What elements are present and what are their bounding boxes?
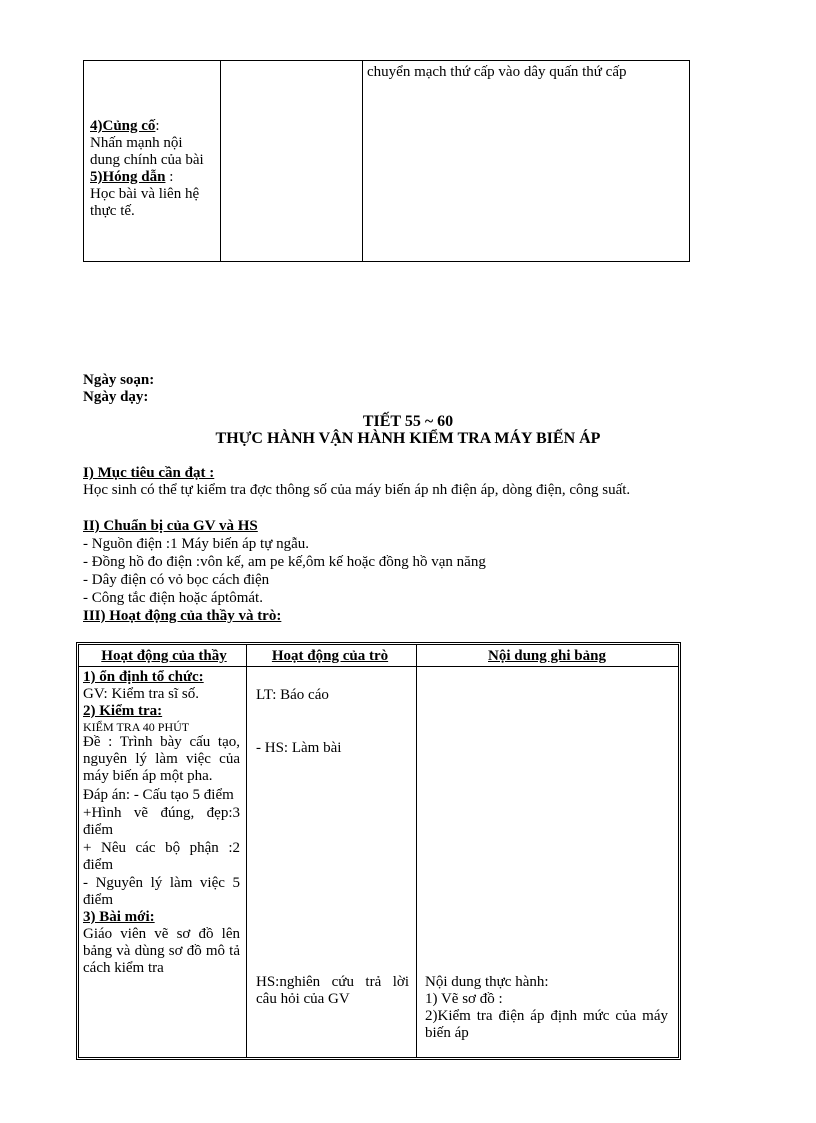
teacher-t1: GV: Kiểm tra sĩ số. [83, 686, 199, 702]
cungco-colon: : [155, 118, 160, 134]
student-s2: - HS: Làm bài [256, 740, 342, 756]
teacher-h1: 1) ổn định tổ chức: [83, 669, 204, 685]
header-teacher: Hoạt động của thầy [101, 648, 227, 664]
teacher-question: Đề : Trình bày cấu tạo, nguyên lý làm việc của máy biến áp một pha. [83, 734, 240, 784]
section1-heading: I) Mục tiêu cần đạt : [83, 465, 215, 481]
section2-item: - Công tắc điện hoặc áptômát. [83, 590, 263, 606]
column-divider [220, 61, 221, 261]
section2-item: - Đồng hồ đo điện :vôn kế, am pe kế,ôm kế hoặc đồng hồ vạn năng [83, 554, 486, 570]
column-divider [416, 645, 417, 1057]
student-s3: HS:nghiên cứu trả lời câu hỏi của GV [256, 974, 409, 1007]
teacher-answer-3: + Nêu các bộ phận :2 điểm [83, 840, 240, 873]
teacher-h3: 3) Bài mới: [83, 909, 155, 925]
teacher-t3: Giáo viên vẽ sơ đồ lên bảng và dùng sơ đồ mô tả cách kiểm tra [83, 926, 240, 976]
ngay-day: Ngày dạy: [83, 389, 149, 405]
teacher-answer-1: Đáp án: - Cấu tạo 5 điểm [83, 787, 234, 803]
section2-heading: II) Chuẩn bị của GV và HS [83, 518, 258, 534]
huongdan-heading: 5)Hóng dẫn [90, 169, 166, 185]
board-b3: 2)Kiểm tra điện áp định mức của máy biến áp [425, 1008, 668, 1041]
header-student: Hoạt động của trò [271, 648, 389, 664]
cungco-body: Nhấn mạnh nội dung chính của bài [90, 135, 204, 168]
huongdan-body: Học bài và liên hệ thực tế. [90, 186, 200, 219]
board-column [425, 974, 668, 1042]
board-b2: 1) Vẽ sơ đồ : [425, 991, 503, 1007]
column-divider [246, 645, 247, 1057]
page-title-line1: TIẾT 55 ~ 60 [362, 413, 454, 430]
top-table-col3-text: chuyển mạch thứ cấp vào dây quấn thứ cấp [367, 64, 627, 80]
cungco-heading: 4)Củng cố [90, 118, 156, 134]
column-divider [362, 61, 363, 261]
section3-heading: III) Hoạt động của thầy và trò: [83, 608, 282, 624]
teacher-exam: KIỂM TRA 40 PHÚT [83, 720, 190, 734]
page-title-line2: THỰC HÀNH VẬN HÀNH KIỂM TRA MÁY BIẾN ÁP [215, 430, 601, 447]
board-b1: Nội dung thực hành: [425, 974, 549, 990]
teacher-answer-4: - Nguyên lý làm việc 5 điểm [83, 875, 240, 908]
section2-item: - Dây điện có vỏ bọc cách điện [83, 572, 270, 588]
top-table-col1 [90, 118, 212, 220]
teacher-h2: 2) Kiểm tra: [83, 703, 163, 719]
student-s1: LT: Báo cáo [256, 687, 329, 703]
ngay-soan: Ngày soạn: [83, 372, 155, 388]
teacher-column [83, 669, 240, 977]
huongdan-colon: : [165, 169, 174, 185]
section1-body: Học sinh có thể tự kiểm tra đợc thông số của máy biến áp nh điện áp, dòng điện, công suất. [83, 482, 631, 498]
section2-item: - Nguồn điện :1 Máy biến áp tự ngẫu. [83, 536, 310, 552]
header-divider [79, 666, 678, 667]
teacher-answer-2: +Hình vẽ đúng, đẹp:3 điểm [83, 805, 240, 838]
header-board: Nội dung ghi bảng [488, 648, 606, 664]
